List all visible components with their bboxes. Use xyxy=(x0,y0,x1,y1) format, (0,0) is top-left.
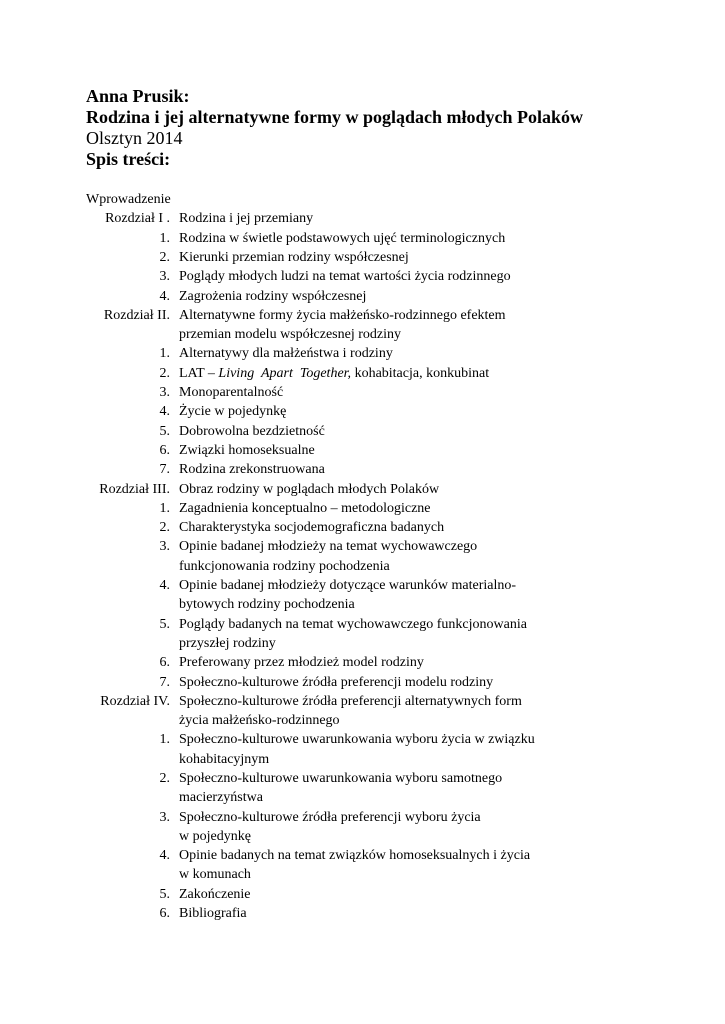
chapter-title-line: Alternatywne formy życia małżeńsko-rodzinnego efektem xyxy=(179,307,506,323)
toc-item-line: Społeczno-kulturowe uwarunkowania wyboru życia w związku xyxy=(179,732,535,748)
toc-item-title xyxy=(179,905,559,924)
chapter-row xyxy=(0,481,725,498)
toc-item-number: 3. xyxy=(159,539,170,555)
toc-item-number: 4. xyxy=(159,578,170,593)
toc-item xyxy=(0,519,725,536)
toc-item-title xyxy=(179,616,559,655)
toc-item-title xyxy=(179,249,559,268)
toc-item-line: przyszłej rodziny xyxy=(179,635,276,651)
chapter-label: Rozdział III. xyxy=(99,481,170,497)
toc-item-line: Opinie badanych na temat związków homoseksualnych i życia xyxy=(179,848,531,864)
toc-item xyxy=(0,847,725,881)
toc-item-title xyxy=(179,423,559,442)
toc-item-title xyxy=(179,345,559,364)
toc-item-title xyxy=(179,500,559,519)
document-header xyxy=(86,86,583,170)
toc-heading: Spis treści: xyxy=(86,149,171,169)
toc-item xyxy=(0,538,725,572)
toc-item xyxy=(0,577,725,611)
chapter-title xyxy=(179,693,559,732)
toc-item-title xyxy=(179,674,559,693)
toc-item-line: Opinie badanej młodzieży na temat wychowawczego xyxy=(179,539,478,555)
toc-item-title xyxy=(179,519,559,538)
chapter-title xyxy=(179,210,559,229)
toc-item-title xyxy=(179,654,559,673)
toc-item-line: Rodzina zrekonstruowana xyxy=(179,462,325,478)
toc-item-title xyxy=(179,268,559,287)
toc-item xyxy=(0,403,725,420)
toc-item xyxy=(0,809,725,843)
toc-item-number: 6. xyxy=(159,906,170,922)
toc-item-number: 2. xyxy=(159,520,170,536)
toc-item xyxy=(0,288,725,305)
toc-item-title xyxy=(179,770,559,809)
toc-item xyxy=(0,674,725,691)
toc-item-line: macierzyństwa xyxy=(179,790,263,806)
toc-item xyxy=(0,423,725,440)
toc-item xyxy=(0,230,725,247)
toc-item-line: Poglądy badanych na temat wychowawczego funkcjonowania xyxy=(179,616,527,632)
toc-item-line: Zagadnienia konceptualno – metodologiczne xyxy=(179,500,431,516)
toc-item-title xyxy=(179,538,559,577)
toc-item-line: bytowych rodziny pochodzenia xyxy=(179,597,355,613)
toc-item-line: Monoparentalność xyxy=(179,385,284,400)
toc-item xyxy=(0,770,725,804)
toc-item xyxy=(0,365,725,382)
toc-item-title xyxy=(179,384,559,403)
toc-item-line: Zakończenie xyxy=(179,886,251,902)
toc-item-number: 6. xyxy=(159,655,170,671)
toc-item-line: Społeczno-kulturowe uwarunkowania wyboru samotnego xyxy=(179,771,503,786)
toc-item-line: Opinie badanej młodzieży dotyczące warunków materialno- xyxy=(179,578,517,593)
toc-item xyxy=(0,442,725,459)
toc-item xyxy=(0,500,725,517)
toc-item-number: 6. xyxy=(159,442,170,458)
book-title: Rodzina i jej alternatywne formy w poglądach młodych Polaków xyxy=(86,107,583,127)
toc-item-title xyxy=(179,847,559,886)
toc-item-title xyxy=(179,230,559,249)
toc-item xyxy=(0,345,725,362)
toc-item-number: 7. xyxy=(159,462,170,478)
toc-item-line: Życie w pojedynkę xyxy=(179,404,287,420)
toc-item xyxy=(0,384,725,401)
toc-item-italic: Living Apart Together, xyxy=(218,365,352,381)
chapter-label: Rozdział IV. xyxy=(100,693,170,709)
toc-item-title xyxy=(179,809,559,848)
toc-item-number: 4. xyxy=(159,288,170,304)
toc-item-title xyxy=(179,442,559,461)
toc-item-title xyxy=(179,461,559,480)
chapter-label: Rozdział II. xyxy=(103,307,170,323)
toc-item-prefix: LAT – xyxy=(179,365,219,381)
toc-item-number: 2. xyxy=(159,771,170,786)
toc-item-number: 7. xyxy=(159,674,170,690)
toc-item-number: 1. xyxy=(159,230,170,246)
toc-item-line: kohabitacyjnym xyxy=(179,751,270,767)
toc-item-suffix: kohabitacja, konkubinat xyxy=(351,365,490,381)
toc-item-number: 3. xyxy=(159,809,170,825)
toc-item-line: funkcjonowania rodziny pochodzenia xyxy=(179,558,390,574)
toc-item-line: Społeczno-kulturowe źródła preferencji wyboru życia xyxy=(179,809,481,825)
chapter-label: Rozdział I . xyxy=(105,211,170,227)
toc-item-number: 2. xyxy=(159,249,170,265)
toc-item xyxy=(0,268,725,285)
toc-item-line: Charakterystyka socjodemograficzna badanych xyxy=(179,520,445,536)
toc-item-title xyxy=(179,577,559,616)
toc-item xyxy=(0,905,725,922)
author-name: Anna Prusik: xyxy=(86,86,190,106)
toc-item-title xyxy=(179,886,559,905)
toc-item-line: Rodzina w świetle podstawowych ujęć terminologicznych xyxy=(179,230,506,246)
toc-item xyxy=(0,886,725,903)
toc-item-line: Alternatywy dla małżeństwa i rodziny xyxy=(179,346,393,362)
toc-item-line: Poglądy młodych ludzi na temat wartości życia rodzinnego xyxy=(179,269,511,285)
toc-item xyxy=(0,249,725,266)
chapter-row xyxy=(0,307,725,341)
chapter-row xyxy=(0,693,725,727)
toc-item-line: Dobrowolna bezdzietność xyxy=(179,423,325,439)
toc-item-line: w pojedynkę xyxy=(179,828,251,844)
chapter-title-line: Obraz rodziny w poglądach młodych Polaków xyxy=(179,481,440,497)
toc-item-line: Preferowany przez młodzież model rodziny xyxy=(179,655,424,671)
toc-item-number: 1. xyxy=(159,500,170,516)
toc-item-number: 5. xyxy=(159,616,170,632)
toc-intro: Wprowadzenie xyxy=(86,192,171,207)
toc-item xyxy=(0,616,725,650)
toc-item-number: 3. xyxy=(159,385,170,400)
chapter-title xyxy=(179,307,559,346)
toc-item-line: Bibliografia xyxy=(179,906,247,922)
toc-item xyxy=(0,654,725,671)
toc-item-number: 5. xyxy=(159,886,170,902)
toc-item-number: 1. xyxy=(159,732,170,748)
chapter-title-line: Rodzina i jej przemiany xyxy=(179,211,314,227)
place-year: Olsztyn 2014 xyxy=(86,128,183,148)
toc-item-number: 4. xyxy=(159,404,170,420)
chapter-title-line: przemian modelu współczesnej rodziny xyxy=(179,327,401,343)
chapter-title-line: Społeczno-kulturowe źródła preferencji alternatywnych form xyxy=(179,693,522,709)
toc-item-title xyxy=(179,731,559,770)
chapter-title-line: życia małżeńsko-rodzinnego xyxy=(179,713,340,729)
toc-item xyxy=(0,731,725,765)
chapter-row xyxy=(0,210,725,227)
toc-item-number: 1. xyxy=(159,346,170,362)
toc-item-line: Zagrożenia rodziny współczesnej xyxy=(179,288,367,304)
toc-item xyxy=(0,461,725,478)
toc-item-line: w komunach xyxy=(179,867,251,883)
toc-item-number: 2. xyxy=(159,365,170,381)
toc-item-number: 5. xyxy=(159,423,170,439)
toc-item-title xyxy=(179,365,559,382)
toc-item-title xyxy=(179,288,559,307)
toc-item-line: Związki homoseksualne xyxy=(179,442,315,458)
toc-item-line: Społeczno-kulturowe źródła preferencji modelu rodziny xyxy=(179,674,494,690)
toc-item-line: Kierunki przemian rodziny współczesnej xyxy=(179,249,409,265)
chapter-title xyxy=(179,481,559,500)
toc-item-number: 4. xyxy=(159,848,170,864)
toc-item-number: 3. xyxy=(159,269,170,285)
toc-item-title xyxy=(179,403,559,422)
